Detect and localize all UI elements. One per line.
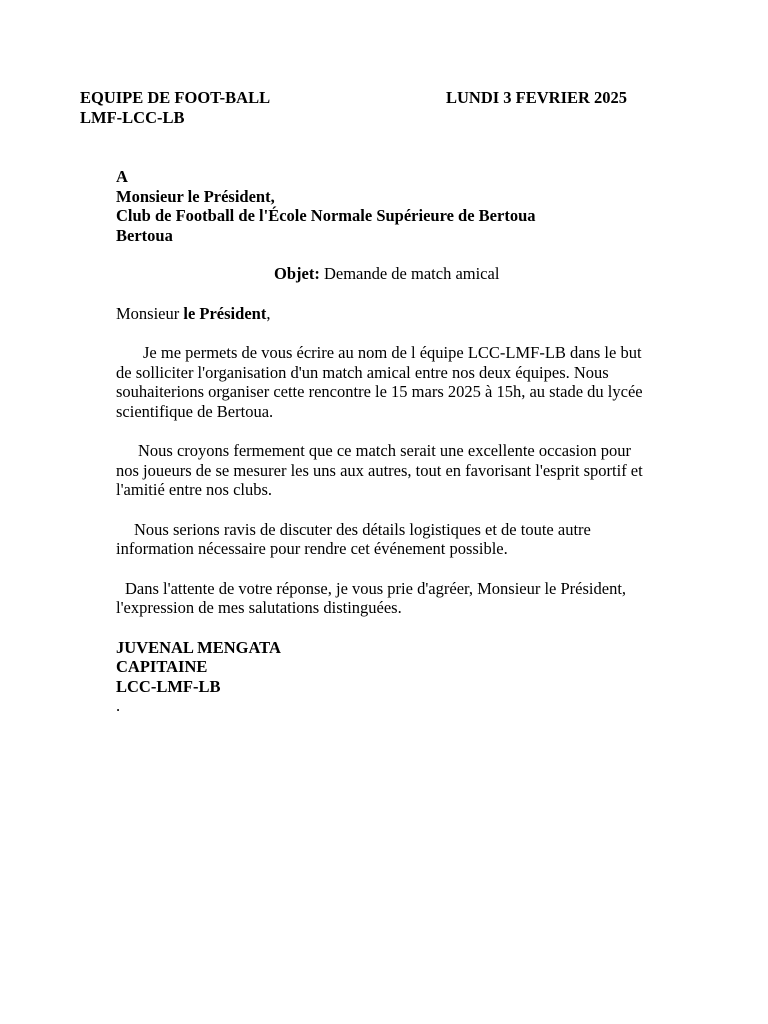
paragraph-purpose: Nous croyons fermement que ce match serait une excellente occasion pour nos joueurs de se mesurer les uns aux autres, tout en favorisant l'esprit sportif et l'amitié entre nos clubs. [116, 441, 643, 499]
recipient-title: Monsieur le Président, [116, 186, 275, 206]
salutation-suffix: , [266, 303, 271, 323]
signature-title: CAPITAINE [116, 657, 208, 676]
recipient-block [116, 167, 648, 245]
team-name: EQUIPE DE FOOT-BALL [80, 88, 271, 107]
signature-name: JUVENAL MENGATA [116, 637, 281, 657]
signature-trailing-dot: . [116, 696, 121, 715]
signature-block [116, 638, 648, 716]
recipient-club: Club de Football de l'École Normale Supérieure de Bertoua [116, 206, 536, 225]
letter-date: LUNDI 3 FEVRIER 2025 [446, 88, 628, 107]
salutation [116, 304, 648, 324]
paragraph-closing: Dans l'attente de votre réponse, je vous prie d'agréer, Monsieur le Président, l'expression de mes salutations distinguées. [116, 578, 627, 617]
sender-header [80, 88, 270, 128]
recipient-city: Bertoua [116, 225, 173, 245]
paragraph-request: Je me permets de vous écrire au nom de l équipe LCC-LMF-LB dans le but de solliciter l'organisation d'un match amical entre nos deux équipes. Nous souhaiterions organiser cette rencontre le 15 mars 2025 à 15h, au stade du lycée scientifique de Bertoua. [116, 343, 643, 421]
subject-text: Demande de match amical [323, 264, 500, 283]
team-code: LMF-LCC-LB [80, 108, 185, 127]
signature-team: LCC-LMF-LB [116, 676, 221, 696]
subject-line [274, 264, 648, 284]
salutation-bold: le Président [183, 303, 267, 323]
letter-body [116, 167, 648, 716]
recipient-prefix: A [116, 167, 128, 186]
subject-label: Objet: [274, 264, 320, 283]
salutation-prefix: Monsieur [116, 303, 180, 323]
paragraph-logistics: Nous serions ravis de discuter des détails logistiques et de toute autre information nécessaire pour rendre cet événement possible. [116, 519, 591, 558]
